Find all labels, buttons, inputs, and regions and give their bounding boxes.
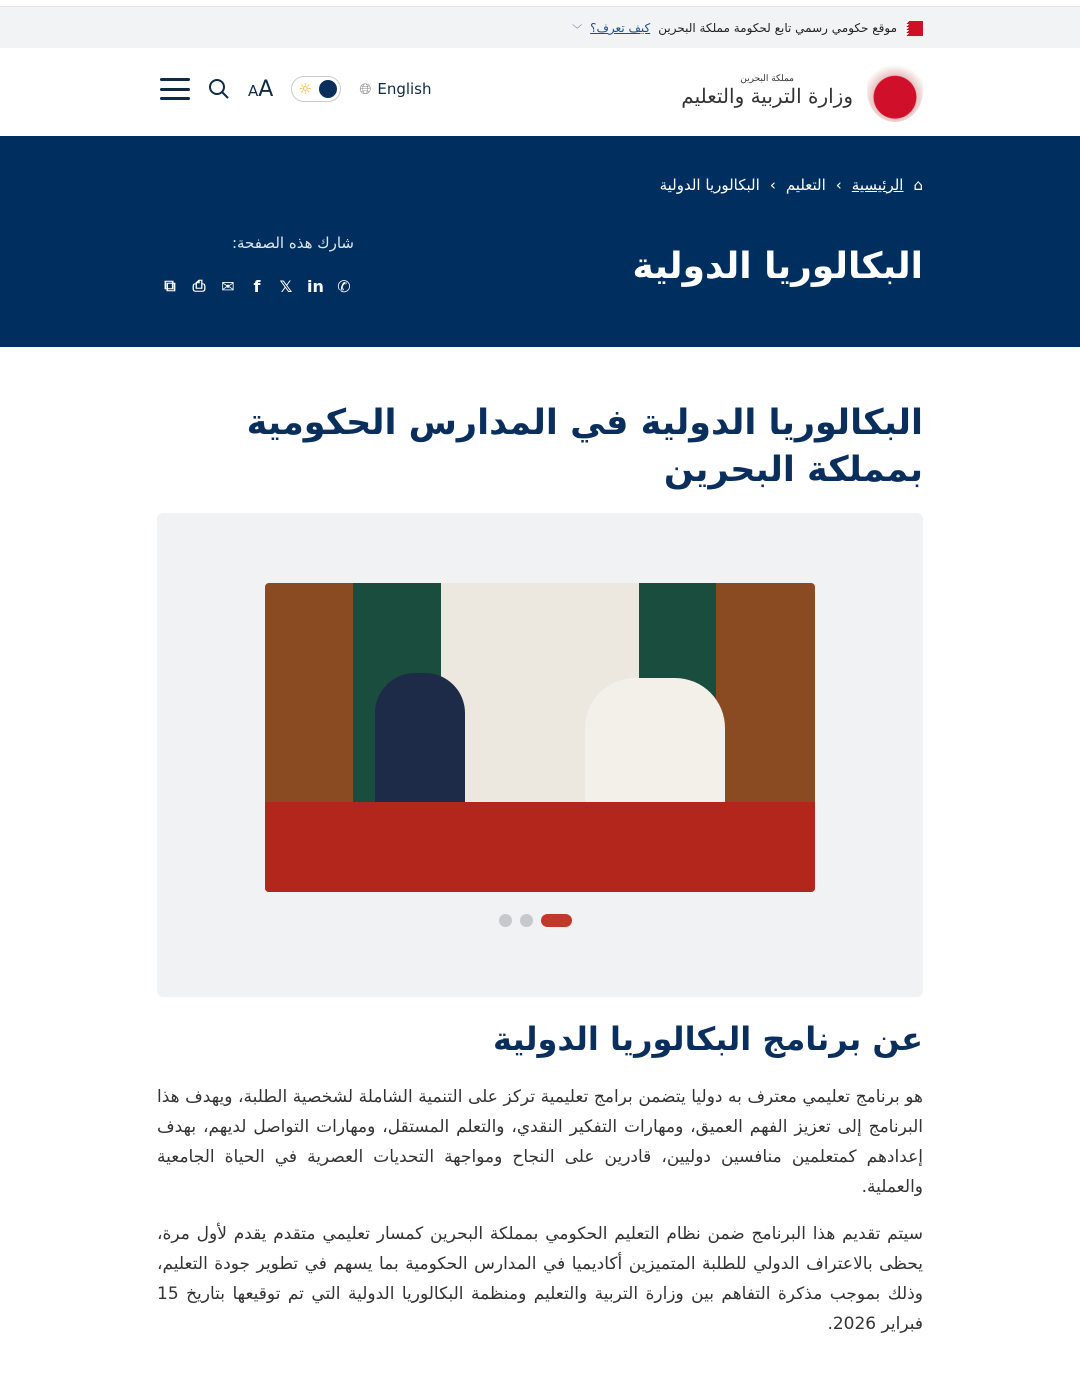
whatsapp-icon[interactable]: ✆ — [337, 276, 351, 296]
breadcrumb-education[interactable]: التعليم — [785, 176, 826, 194]
gov-notice-bar — [0, 6, 1080, 48]
page-title: البكالوريا الدولية — [632, 246, 923, 287]
bahrain-emblem-icon — [867, 60, 923, 122]
language-label: English — [377, 80, 432, 98]
slider-dot-1[interactable] — [499, 914, 512, 927]
slider-dot-2[interactable] — [520, 914, 533, 927]
linkedin-icon[interactable]: in — [307, 276, 324, 296]
logo-kingdom-text: مملكة البحرين — [740, 74, 794, 84]
language-switch[interactable] — [359, 80, 431, 98]
paragraph-1: هو برنامج تعليمي معترف به دوليا يتضمن برامج تعليمية تركز على التنمية الشاملة لشخصية الطلبة، ويهدف هذا البرنامج إلى تعزيز الفهم العميق، ومهارات التفكير النقدي، والتعلم المستقل، ومهارات التواصل لديهم، بهدف إعدادهم كمتعلمين منافسين دوليين، قادرين على النجاح ومواجهة التحديات العصرية في الحياة الجامعية والعملية. — [157, 1087, 923, 1197]
paragraph-2: سيتم تقديم هذا البرنامج ضمن نظام التعليم الحكومي بمملكة البحرين كمسار تعليمي متقدم يقدم لأول مرة، يحظى بالاعتراف الدولي للطلبة المتميزين أكاديميا في المدارس الحكومية بما يسهم في تطوير جودة التعليم، وذلك بموجب مذكرة التفاهم بين وزارة التربية والتعليم ومنظمة البكالوريا الدولية التي تم توقيعها بتاريخ 15 فبراير 2026. — [157, 1224, 923, 1334]
email-icon[interactable]: ✉ — [221, 276, 235, 296]
home-icon[interactable]: ⌂ — [913, 176, 923, 194]
breadcrumb-current: البكالوريا الدولية — [659, 176, 760, 194]
article-title: البكالوريا الدولية في المدارس الحكومية بمملكة البحرين — [246, 403, 923, 490]
share-label: شارك هذه الصفحة: — [231, 234, 354, 252]
gov-notice-text: موقع حكومي رسمي تابع لحكومة مملكة البحرين — [658, 21, 897, 35]
print-icon[interactable]: ⎙ — [192, 276, 206, 295]
ministry-logo[interactable] — [681, 60, 923, 122]
bahrain-flag-icon — [905, 21, 923, 36]
page-hero — [0, 136, 1080, 347]
how-to-know-link[interactable]: كيف تعرف؟ — [590, 21, 651, 35]
chevron-down-icon[interactable]: ﹀ — [572, 24, 583, 36]
signing-ceremony-photo — [265, 583, 815, 892]
globe-icon: 🌐︎ — [359, 80, 372, 98]
breadcrumb-home[interactable]: الرئيسية — [851, 176, 904, 194]
logo-ministry-text: وزارة التربية والتعليم — [681, 84, 853, 108]
section-title: عن برنامج البكالوريا الدولية — [493, 1020, 923, 1058]
image-slider[interactable] — [157, 513, 923, 997]
slider-dot-3[interactable] — [541, 914, 572, 927]
search-icon[interactable] — [208, 78, 230, 100]
theme-toggle[interactable] — [291, 76, 341, 102]
breadcrumb: ⌂ الرئيسية › التعليم › البكالوريا الدولية — [659, 176, 923, 194]
menu-button[interactable] — [160, 78, 190, 100]
x-icon[interactable]: 𝕏 — [279, 276, 293, 296]
font-size-icon[interactable]: AA — [248, 76, 274, 102]
copy-icon[interactable]: ⧉ — [164, 276, 176, 295]
sun-icon: ☼ — [298, 80, 312, 98]
site-header — [0, 48, 1080, 136]
facebook-icon[interactable]: f — [253, 276, 261, 296]
